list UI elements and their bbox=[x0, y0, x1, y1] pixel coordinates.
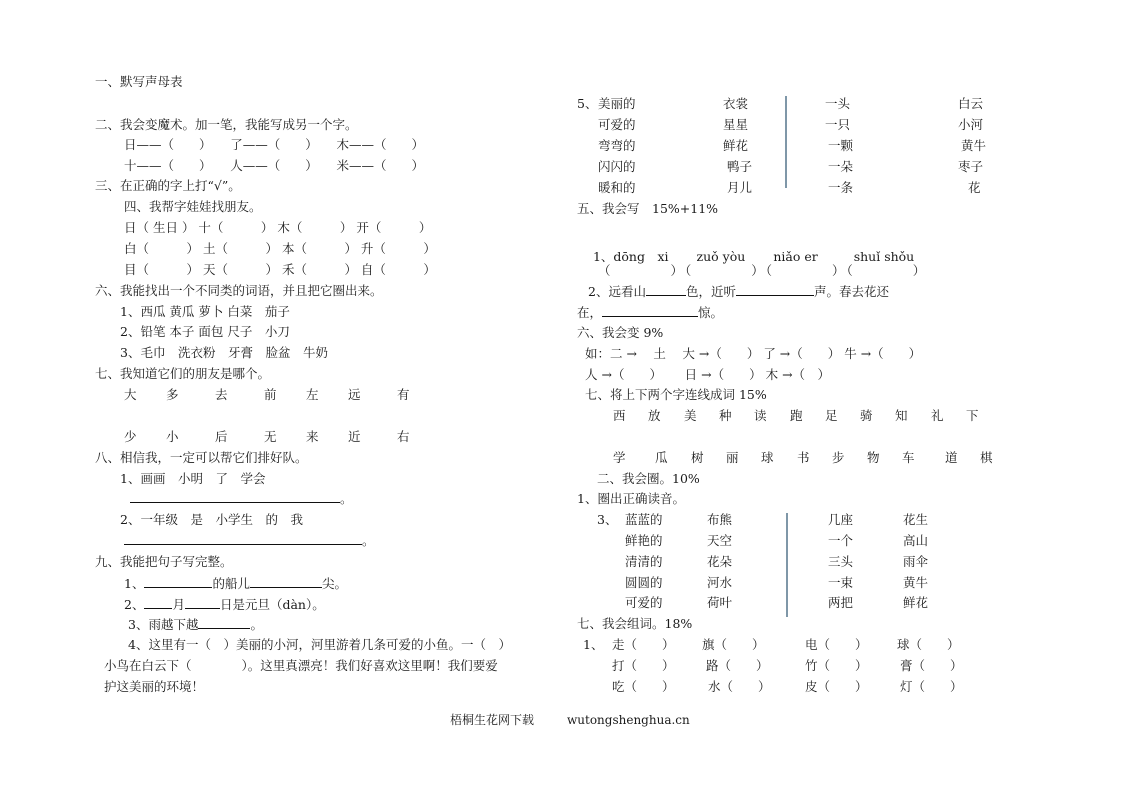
q5-adj: 美丽的 bbox=[598, 96, 636, 111]
q3-obj: 高山 bbox=[903, 533, 929, 548]
word-build-item[interactable]: 皮（ ） bbox=[805, 679, 868, 694]
link-top: 跑 bbox=[790, 408, 803, 423]
pinyin-answer-brackets[interactable]: （ ）（ ）（ ）（ ） bbox=[598, 263, 928, 278]
word-top: 有 bbox=[397, 387, 410, 402]
q3-adj: 鲜艳的 bbox=[625, 533, 663, 548]
r-section-7b-title: 七、我会组词。18% bbox=[577, 616, 693, 631]
link-top: 足 bbox=[825, 408, 838, 423]
section-3-title: 三、在正确的字上打“√”。 bbox=[95, 178, 241, 193]
r-section-6-row2: 人 →（ ） 日 →（ ） 木 →（ ） bbox=[585, 367, 831, 382]
q5-obj: 小河 bbox=[958, 117, 984, 132]
link-top: 西 bbox=[613, 408, 626, 423]
r-section-5-q2-line2[interactable]: 在， 惊。 bbox=[577, 305, 724, 320]
q3-measure: 一个 bbox=[828, 533, 854, 548]
link-bottom: 树 bbox=[691, 450, 704, 465]
r-section-2-sub: 1、圈出正确读音。 bbox=[577, 491, 685, 506]
q5-obj: 枣子 bbox=[958, 159, 984, 174]
word-top: 多 bbox=[166, 387, 179, 402]
word-build-item[interactable]: 膏（ ） bbox=[900, 658, 963, 673]
q5-measure: 一头 bbox=[825, 96, 851, 111]
q5-measure: 一只 bbox=[825, 117, 851, 132]
link-bottom: 道 bbox=[945, 450, 958, 465]
divider-line bbox=[786, 513, 788, 617]
word-bottom: 无 bbox=[264, 429, 277, 444]
q5-noun: 鸭子 bbox=[727, 159, 753, 174]
link-top: 知 bbox=[895, 408, 908, 423]
q3-obj: 雨伞 bbox=[903, 554, 929, 569]
q3-adj: 蓝蓝的 bbox=[625, 512, 663, 527]
word-build-item[interactable]: 吃（ ） bbox=[612, 679, 675, 694]
word-build-item[interactable]: 灯（ ） bbox=[900, 679, 963, 694]
q5-noun: 鲜花 bbox=[723, 138, 749, 153]
word-top: 左 bbox=[306, 387, 319, 402]
word-build-item[interactable]: 水（ ） bbox=[708, 679, 771, 694]
section-9-title: 九、我能把句子写完整。 bbox=[95, 554, 233, 569]
section-4-row3: 目（ ） 天（ ） 禾（ ） 自（ ） bbox=[124, 262, 436, 277]
q5-noun: 星星 bbox=[723, 117, 749, 132]
link-bottom: 学 bbox=[613, 450, 626, 465]
section-7-title: 七、我知道它们的朋友是哪个。 bbox=[95, 366, 271, 381]
q5-adj: 弯弯的 bbox=[598, 138, 636, 153]
link-bottom: 丽 bbox=[726, 450, 739, 465]
r-section-7a-title: 七、将上下两个字连线成词 15% bbox=[585, 387, 767, 402]
q3-noun: 荷叶 bbox=[707, 595, 733, 610]
r-section-7b-number: 1、 bbox=[583, 637, 604, 652]
word-build-item[interactable]: 路（ ） bbox=[706, 658, 769, 673]
q3-obj: 黄牛 bbox=[903, 575, 929, 590]
section-8-title: 八、相信我，一定可以帮它们排好队。 bbox=[95, 450, 308, 465]
word-bottom: 小 bbox=[166, 429, 179, 444]
word-top: 大 bbox=[124, 387, 137, 402]
q3-measure: 一束 bbox=[828, 575, 854, 590]
section-4-title: 四、我帮字娃娃找朋友。 bbox=[124, 199, 262, 214]
section-1-title: 一、默写声母表 bbox=[95, 74, 183, 89]
link-bottom: 瓜 bbox=[655, 450, 668, 465]
word-top: 前 bbox=[264, 387, 277, 402]
word-bottom: 右 bbox=[397, 429, 410, 444]
word-build-item[interactable]: 旗（ ） bbox=[702, 637, 765, 652]
q3-measure: 三头 bbox=[828, 554, 854, 569]
q5-measure: 一朵 bbox=[828, 159, 854, 174]
link-top: 放 bbox=[648, 408, 661, 423]
q5-adj: 暖和的 bbox=[598, 180, 636, 195]
r-section-6-title: 六、我会变 9% bbox=[577, 325, 664, 340]
word-top: 远 bbox=[348, 387, 361, 402]
link-top: 礼 bbox=[931, 408, 944, 423]
q5-number: 5、 bbox=[577, 96, 598, 111]
link-bottom: 书 bbox=[797, 450, 810, 465]
section-2-row2: 十——（ ） 人——（ ） 米——（ ） bbox=[124, 158, 425, 173]
link-top: 骑 bbox=[860, 408, 873, 423]
r-section-6-row1: 如：二 → 土 大 →（ ） 了 →（ ） 牛 →（ ） bbox=[585, 346, 922, 361]
link-top: 下 bbox=[966, 408, 979, 423]
link-top: 美 bbox=[684, 408, 697, 423]
link-top: 种 bbox=[719, 408, 732, 423]
section-2-title: 二、我会变魔术。加一笔，我能写成另一个字。 bbox=[95, 117, 358, 132]
divider-line bbox=[785, 96, 787, 188]
link-bottom: 棋 bbox=[980, 450, 993, 465]
section-6-item: 2、铅笔 本子 面包 尺子 小刀 bbox=[120, 324, 290, 339]
q3-noun: 河水 bbox=[707, 575, 733, 590]
section-6-item: 3、毛巾 洗衣粉 牙膏 脸盆 牛奶 bbox=[120, 345, 328, 360]
word-bottom: 近 bbox=[348, 429, 361, 444]
r-section-5-title: 五、我会写 15%+11% bbox=[577, 201, 719, 216]
word-top: 去 bbox=[215, 387, 228, 402]
section-9-q4-line2: 小鸟在白云下（ ）。这里真漂亮！我们好喜欢这里啊！我们要爱 bbox=[104, 658, 498, 673]
q5-obj: 黄牛 bbox=[961, 138, 987, 153]
q3-noun: 花朵 bbox=[707, 554, 733, 569]
word-build-item[interactable]: 球（ ） bbox=[897, 637, 960, 652]
section-8-q1: 1、画画 小明 了 学会 bbox=[120, 471, 266, 486]
word-bottom: 少 bbox=[124, 429, 137, 444]
q3-noun: 天空 bbox=[707, 533, 733, 548]
section-4-row2: 白（ ） 土（ ） 本（ ） 升（ ） bbox=[124, 241, 436, 256]
q3-number: 3、 bbox=[597, 512, 618, 527]
q3-noun: 布熊 bbox=[707, 512, 733, 527]
section-2-row1: 日——（ ） 了——（ ） 木——（ ） bbox=[124, 137, 425, 152]
word-build-item[interactable]: 走（ ） bbox=[612, 637, 675, 652]
section-9-q2[interactable]: 2、 月 日是元旦（dàn）。 bbox=[124, 597, 325, 612]
q3-obj: 鲜花 bbox=[903, 595, 929, 610]
q5-noun: 月儿 bbox=[727, 180, 753, 195]
footer-site-name: 梧桐生花网下载 bbox=[450, 713, 535, 727]
section-9-q1[interactable]: 1、 的船儿 尖。 bbox=[124, 576, 347, 591]
word-build-item[interactable]: 打（ ） bbox=[612, 658, 675, 673]
link-bottom: 球 bbox=[761, 450, 774, 465]
q3-obj: 花生 bbox=[903, 512, 929, 527]
answer-line-2[interactable]: 。 bbox=[124, 532, 375, 549]
answer-line-1[interactable]: 。 bbox=[130, 490, 353, 507]
word-bottom: 来 bbox=[306, 429, 319, 444]
section-6-title: 六、我能找出一个不同类的词语，并且把它圈出来。 bbox=[95, 283, 383, 298]
q5-noun: 衣裳 bbox=[723, 96, 749, 111]
q3-measure: 两把 bbox=[828, 595, 854, 610]
q5-adj: 闪闪的 bbox=[598, 159, 636, 174]
q5-measure: 一条 bbox=[828, 180, 854, 195]
footer-site-url[interactable]: wutongshenghua.cn bbox=[567, 713, 690, 727]
q5-obj: 白云 bbox=[958, 96, 984, 111]
q3-adj: 圆圆的 bbox=[625, 575, 663, 590]
link-bottom: 物 bbox=[867, 450, 880, 465]
q5-adj: 可爱的 bbox=[598, 117, 636, 132]
word-build-item[interactable]: 电（ ） bbox=[805, 637, 868, 652]
q3-adj: 可爱的 bbox=[625, 595, 663, 610]
section-6-item: 1、西瓜 黄瓜 萝卜 白菜 茄子 bbox=[120, 304, 290, 319]
r-section-2-title: 二、我会圈。10% bbox=[597, 471, 700, 486]
section-9-q3[interactable]: 3、雨越下越 。 bbox=[128, 617, 263, 632]
word-build-item[interactable]: 竹（ ） bbox=[805, 658, 868, 673]
section-9-q4-line1: 4、这里有一（ ）美丽的小河，河里游着几条可爱的小鱼。一（ ） bbox=[128, 637, 511, 652]
q3-measure: 几座 bbox=[828, 512, 854, 527]
q5-obj: 花 bbox=[968, 180, 981, 195]
section-4-row1: 日（ 生日 ） 十（ ） 木（ ） 开（ ） bbox=[124, 220, 432, 235]
word-bottom: 后 bbox=[215, 429, 228, 444]
r-section-5-q2-line1[interactable]: 2、远看山 色，近听 声。春去花还 bbox=[588, 284, 889, 299]
q5-measure: 一颗 bbox=[828, 138, 854, 153]
section-9-q4-line3: 护这美丽的环境！ bbox=[104, 679, 205, 694]
section-8-q2: 2、一年级 是 小学生 的 我 bbox=[120, 512, 303, 527]
pinyin-row: 1、dōng xi zuǒ yòu niǎo er shuǐ shǒu bbox=[592, 249, 915, 264]
link-top: 读 bbox=[754, 408, 767, 423]
q3-adj: 清清的 bbox=[625, 554, 663, 569]
link-bottom: 车 bbox=[902, 450, 915, 465]
link-bottom: 步 bbox=[832, 450, 845, 465]
